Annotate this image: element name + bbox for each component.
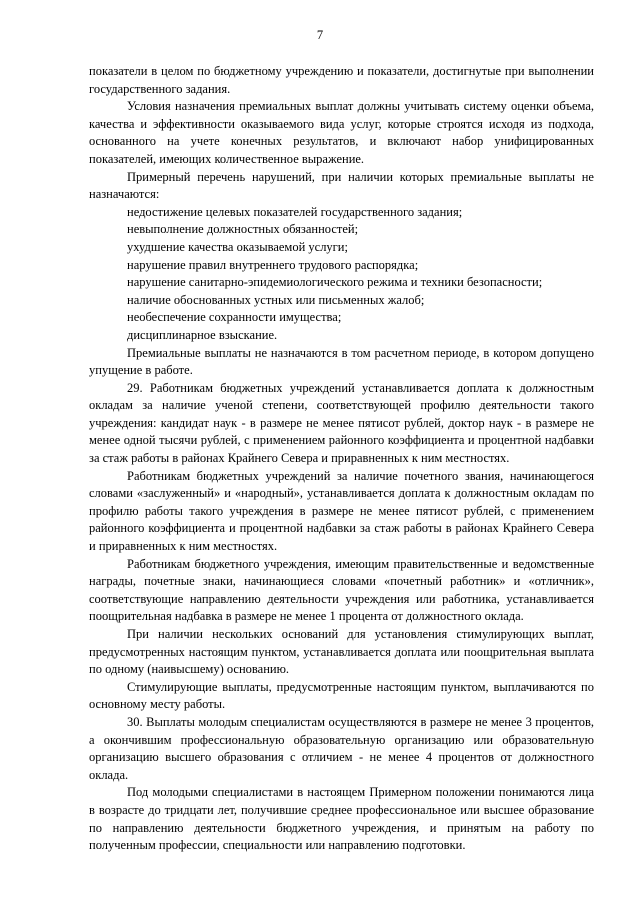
list-item: ухудшение качества оказываемой услуги; (127, 239, 348, 254)
list-item: дисциплинарное взыскание. (127, 327, 278, 342)
paragraph-continuation: показатели в целом по бюджетному учреждению и показатели, достигнутые при выполнении государственного задания. (89, 64, 594, 96)
list-item: необеспечение сохранности имущества; (127, 310, 342, 325)
document-body (89, 63, 594, 855)
list-item: невыполнение должностных обязанностей; (127, 222, 359, 237)
list-item: наличие обоснованных устных или письменных жалоб; (127, 292, 425, 307)
paragraph-multiple-grounds: При наличии нескольких оснований для установления стимулирующих выплат, предусмотренных настоящим пунктом, устанавливается доплата или поощрительная выплата по одному (наивысшему) основанию. (89, 627, 594, 677)
paragraph-awards: Работникам бюджетного учреждения, имеющим правительственные и ведомственные награды, почетные знаки, начинающиеся словами «почетный работник» и «отличник», соответствующие направлению деятельности учреждения или работника, устанавливается поощрительная надбавка в размере не менее 1 процента от должностного оклада. (89, 556, 594, 624)
paragraph-violations-intro: Примерный перечень нарушений, при наличии которых премиальные выплаты не назначаются: (89, 169, 594, 202)
list-item: недостижение целевых показателей государственного задания; (127, 204, 463, 219)
paragraph-premium-conditions: Условия назначения премиальных выплат должны учитывать систему оценки объема, качества и эффективности оказываемого вида услуг, которые строятся исходя из подхода, основанного на учете конечных результатов, и включают набор унифицированных показателей, имеющих количественное выражение. (89, 99, 594, 166)
page-number: 7 (316, 28, 324, 42)
list-item: нарушение правил внутреннего трудового распорядка; (127, 257, 419, 272)
list-item: нарушение санитарно-эпидемиологического режима и техники безопасности; (127, 275, 543, 290)
paragraph-honorary-title: Работникам бюджетных учреждений за наличие почетного звания, начинающегося словами «заслуженный» и «народный», устанавливается доплата к должностным окладам по профилю работы такого учреждения в размере не менее пятисот рублей, с применением районного коэффициента и процентной надбавки за стаж работы в районах Крайнего Севера и приравненных к ним местностях. (89, 468, 594, 554)
paragraph-no-premium: Премиальные выплаты не назначаются в том расчетном периоде, в котором допущено упущение в работе. (89, 345, 594, 378)
paragraph-main-workplace: Стимулирующие выплаты, предусмотренные настоящим пунктом, выплачиваются по основному месту работы. (89, 679, 594, 712)
paragraph-clause-29: 29. Работникам бюджетных учреждений устанавливается доплата к должностным окладам за наличие ученой степени, соответствующей профилю деятельности такого учреждения: кандидат наук - в размере не менее пятисот рублей, доктор наук - в размере не менее одной тысячи рублей, с применением районного коэффициента и процентной надбавки за стаж работы в районах Крайнего Севера и приравненных к ним местностях. (89, 380, 594, 466)
paragraph-young-specialists: Под молодыми специалистами в настоящем Примерном положении понимаются лица в возрасте до тридцати лет, получившие среднее профессиональное или высшее образование по направлению деятельности бюджетного учреждения, и принятым на работу по полученным профессии, специальности или направлению подготовки. (89, 785, 594, 853)
paragraph-clause-30: 30. Выплаты молодым специалистам осуществляются в размере не менее 3 процентов, а окончившим профессиональную образовательную организацию или образовательную организацию высшего образования с отличием - не менее 4 процентов от должностного оклада. (89, 714, 594, 782)
